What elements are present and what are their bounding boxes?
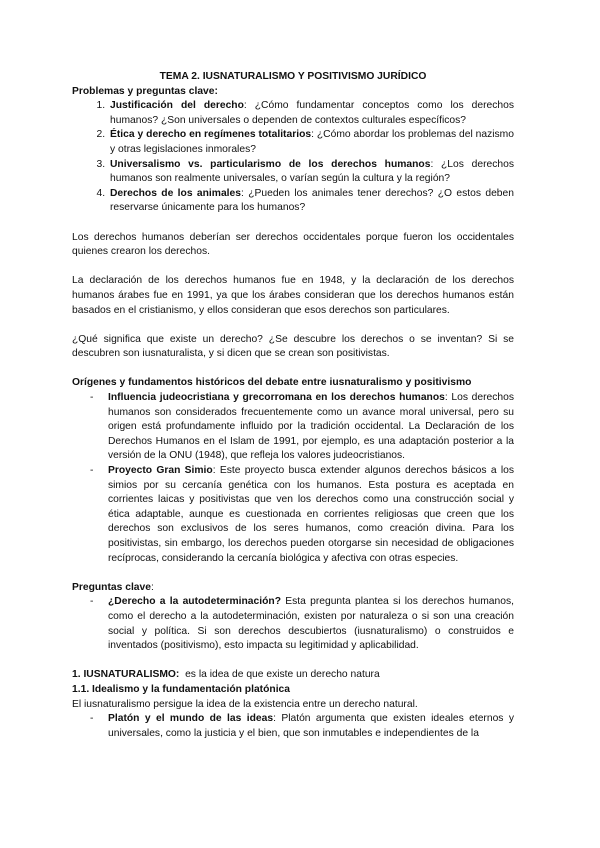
origins-heading: Orígenes y fundamentos históricos del debate entre iusnaturalismo y positivismo xyxy=(72,377,472,389)
key-questions-colon: : xyxy=(150,581,154,593)
section-1-text: es la idea de que existe un derecho natura xyxy=(179,669,380,681)
section-1-1-heading: 1.1. Idealismo y la fundamentación platónica xyxy=(72,683,291,695)
list-item xyxy=(90,712,514,741)
key-questions-heading xyxy=(72,581,514,596)
item-text: Esta pregunta plantea si los derechos humanos, como el derecho a la autodeterminación, existen por naturaleza o si son una creación social y política. Si son derechos descubiertos (iusnaturalismo) o construidos e inventados (positivismo), esto impacta su legitimidad y aplicabilidad. xyxy=(108,596,514,652)
item-text: : Platón argumenta que existen ideales eternos y universales, como la justicia y el bien, que son inmutables e independientes de la xyxy=(108,713,514,739)
item-term: Justificación del derecho xyxy=(110,100,244,112)
section-1-line xyxy=(72,668,514,683)
key-questions-list xyxy=(72,595,514,653)
key-questions-label: Preguntas clave xyxy=(72,581,151,593)
paragraph: Los derechos humanos deberían ser derechos occidentales porque fueron los occidentales quienes crearon los derechos. xyxy=(72,231,514,258)
problems-list xyxy=(72,99,514,216)
item-text: : ¿Pueden los animales tener derechos? ¿O estos deben reservarse únicamente para los humanos? xyxy=(110,187,514,214)
list-item xyxy=(108,128,514,157)
item-term: Influencia judeocristiana y grecorromana en los derechos humanos xyxy=(108,392,445,404)
paragraph: La declaración de los derechos humanos fue en 1948, y la declaración de los derechos humanos árabes fue en 1991, ya que los árabes consideran que los derechos humanos están basados en el cristianismo, y ellos consideran que esos derechos son particulares. xyxy=(72,275,514,316)
item-term: Platón y el mundo de las ideas xyxy=(108,713,274,725)
item-text: : ¿Los derechos humanos son realmente universales, o varían según la cultura y la región? xyxy=(110,158,514,185)
item-term: Derechos de los animales xyxy=(110,187,241,199)
item-term: Universalismo vs. particularismo de los derechos humanos xyxy=(110,158,431,170)
item-term: Ética y derecho en regímenes totalitarios xyxy=(110,129,312,141)
dash-bullet: - xyxy=(90,713,94,725)
list-item xyxy=(90,595,514,653)
list-item xyxy=(108,99,514,128)
section-1-heading: 1. IUSNATURALISMO: xyxy=(72,669,180,681)
list-item xyxy=(90,391,515,464)
list-item xyxy=(90,464,514,566)
origins-list xyxy=(72,391,514,566)
document-title: TEMA 2. IUSNATURALISMO Y POSITIVISMO JURÍDICO xyxy=(159,71,427,82)
paragraph: El iusnaturalismo persigue la idea de la existencia entre un derecho natural. xyxy=(72,698,418,710)
item-text: : ¿Cómo fundamentar conceptos como los derechos humanos? ¿Son universales o dependen de contextos culturales específicos? xyxy=(110,100,514,126)
item-term: Proyecto Gran Simio xyxy=(108,465,213,477)
section-1-1-list xyxy=(72,712,514,741)
dash-bullet: - xyxy=(90,596,94,608)
dash-bullet: - xyxy=(90,392,94,404)
dash-bullet: - xyxy=(90,465,94,477)
paragraph: ¿Qué significa que existe un derecho? ¿Se descubre los derechos o se inventan? Si se descubren son iusnaturalista, y si dicen que se crean son positivistas. xyxy=(72,333,514,360)
list-item xyxy=(108,187,514,216)
item-text: : Este proyecto busca extender algunos derechos básicos a los simios por su cercanía genética con los humanos. Esta postura es aceptada en corrientes laicas y positivistas que ven los derechos como una construcción social y ética adaptable, aunque es cuestionada en corrientes religiosas que creen que los derechos son exclusivos de los seres humanos, como creación divina. Para los positivistas, sin embargo, los derechos pueden otorgarse sin necesidad de obligaciones recíprocas, considerando la cercanía biológica y afectiva con otras especies. xyxy=(108,465,514,564)
item-text: : ¿Cómo abordar los problemas del nazismo y otras legislaciones inmorales? xyxy=(110,129,514,155)
problems-heading: Problemas y preguntas clave: xyxy=(72,85,218,97)
list-item xyxy=(108,158,514,187)
item-text: : Los derechos humanos son considerados frecuentemente como un avance moral universal, pero su origen está profundamente influido por la tradición occidental. La Declaración de los Derechos Humanos en el Islam de 1991, por ejemplo, es una adaptación posterior a la versión de la ONU (1948), que refleja los valores judeocristianos. xyxy=(108,392,515,462)
item-term: ¿Derecho a la autodeterminación? xyxy=(108,596,281,608)
